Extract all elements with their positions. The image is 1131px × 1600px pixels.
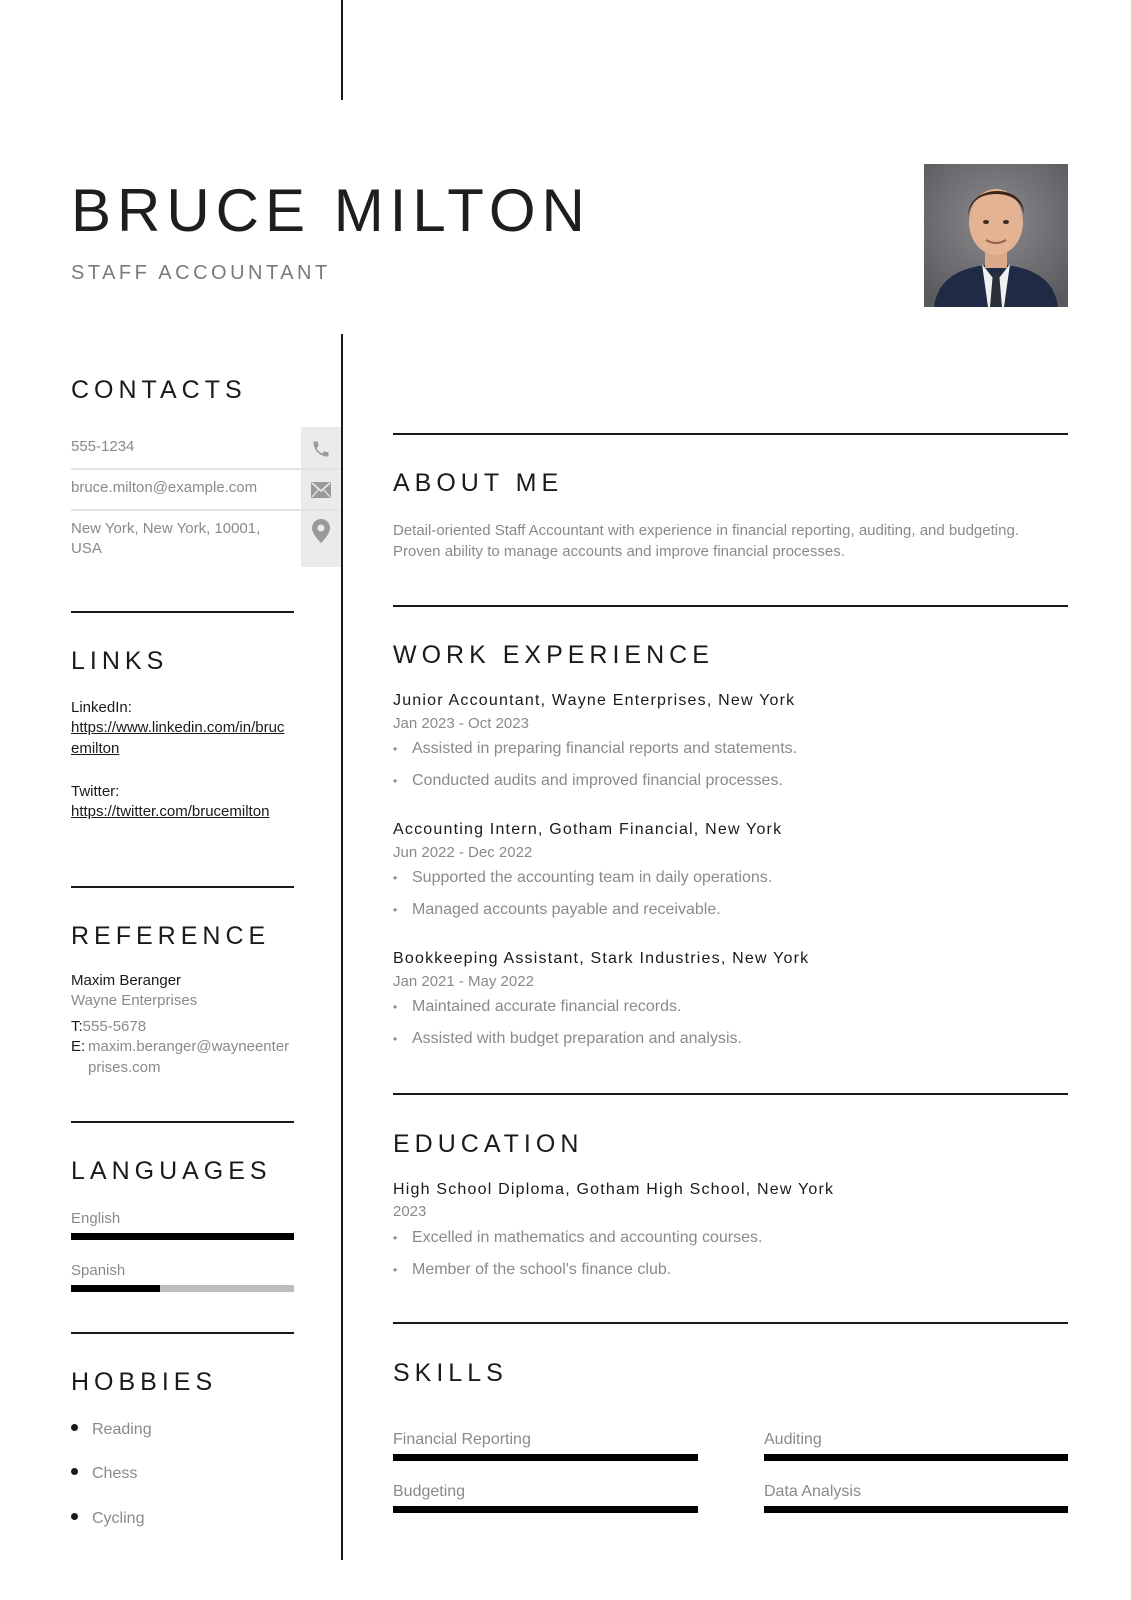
right-section-divider bbox=[393, 605, 1068, 607]
job-bullet bbox=[393, 869, 772, 887]
job-entry-dates: Jun 2022 - Dec 2022 bbox=[393, 844, 533, 861]
language-level-fill bbox=[71, 1285, 160, 1292]
hobbies-heading: HOBBIES bbox=[71, 1368, 218, 1396]
language-name: Spanish bbox=[71, 1262, 126, 1279]
right-section-divider bbox=[393, 1322, 1068, 1324]
skill-level-fill bbox=[764, 1454, 1068, 1461]
column-divider bbox=[341, 334, 343, 1560]
skill-level-bar bbox=[764, 1506, 1068, 1513]
bullet-dot-icon bbox=[71, 1468, 78, 1475]
education-title: High School Diploma, Gotham High School, New York bbox=[393, 1181, 835, 1198]
education-year: 2023 bbox=[393, 1203, 427, 1220]
job-entry-dates: Jan 2021 - May 2022 bbox=[393, 973, 534, 990]
skill-level-bar bbox=[393, 1506, 698, 1513]
bullet-icon: • bbox=[393, 742, 398, 756]
skill-name: Auditing bbox=[764, 1431, 822, 1448]
skill-name: Data Analysis bbox=[764, 1483, 861, 1500]
contact-address-row bbox=[71, 509, 341, 567]
contact-email: bruce.milton@example.com bbox=[71, 479, 258, 496]
right-section-divider bbox=[393, 433, 1068, 435]
hobby-item bbox=[71, 1465, 137, 1483]
education-bullet-text: Member of the school's finance club. bbox=[412, 1261, 672, 1278]
reference-name: Maxim Beranger bbox=[71, 972, 182, 989]
education-bullet bbox=[393, 1229, 762, 1247]
skill-level-fill bbox=[393, 1454, 698, 1461]
job-bullet bbox=[393, 901, 721, 919]
job-entry-title: Accounting Intern, Gotham Financial, New York bbox=[393, 821, 783, 838]
reference-email: maxim.beranger@wayneenterprises.com bbox=[88, 1038, 290, 1076]
job-bullet bbox=[393, 998, 681, 1016]
bullet-dot-icon bbox=[71, 1513, 78, 1520]
education-bullet-text: Excelled in mathematics and accounting courses. bbox=[412, 1229, 763, 1246]
skill-level-fill bbox=[764, 1506, 1068, 1513]
work-heading: WORK EXPERIENCE bbox=[393, 641, 714, 669]
reference-email-line bbox=[71, 1036, 296, 1078]
hobby-label: Cycling bbox=[92, 1510, 145, 1527]
bullet-icon: • bbox=[393, 903, 398, 917]
reference-phone-line bbox=[71, 1016, 146, 1037]
skill-level-bar bbox=[393, 1454, 698, 1461]
about-text: Detail-oriented Staff Accountant with experience in financial reporting, auditing, and budgeting. Proven ability to manage accounts and improve financial processes. bbox=[393, 522, 1019, 560]
job-entry-title: Bookkeeping Assistant, Stark Industries, New York bbox=[393, 950, 810, 967]
bullet-icon: • bbox=[393, 871, 398, 885]
job-bullet-text: Maintained accurate financial records. bbox=[412, 998, 682, 1015]
language-level-fill bbox=[71, 1233, 294, 1240]
left-section-divider bbox=[71, 886, 294, 888]
right-section-divider bbox=[393, 1093, 1068, 1095]
left-section-divider bbox=[71, 1332, 294, 1334]
links-heading: LINKS bbox=[71, 647, 169, 675]
bullet-icon: • bbox=[393, 774, 398, 788]
about-heading: ABOUT ME bbox=[393, 469, 564, 497]
bullet-icon: • bbox=[393, 1263, 398, 1277]
left-section-divider bbox=[71, 1121, 294, 1123]
language-level-bar bbox=[71, 1285, 294, 1292]
profile-photo bbox=[924, 164, 1068, 307]
contact-address: New York, New York, 10001, USA bbox=[71, 520, 261, 557]
hobby-label: Reading bbox=[92, 1421, 152, 1438]
linkedin-link[interactable]: https://www.linkedin.com/in/brucemilton bbox=[71, 719, 285, 757]
hobby-item bbox=[71, 1510, 144, 1528]
job-bullet-text: Conducted audits and improved financial processes. bbox=[412, 772, 783, 789]
candidate-name: BRUCE MILTON bbox=[71, 177, 591, 244]
reference-heading: REFERENCE bbox=[71, 922, 271, 950]
top-divider-line bbox=[341, 0, 343, 100]
education-heading: EDUCATION bbox=[393, 1130, 584, 1158]
job-entry-title: Junior Accountant, Wayne Enterprises, New York bbox=[393, 692, 796, 709]
twitter-link[interactable]: https://twitter.com/brucemilton bbox=[71, 803, 270, 820]
skill-level-bar bbox=[764, 1454, 1068, 1461]
job-bullet bbox=[393, 772, 783, 790]
job-bullet bbox=[393, 1030, 742, 1048]
hobby-item bbox=[71, 1421, 152, 1439]
skill-level-fill bbox=[393, 1506, 698, 1513]
languages-heading: LANGUAGES bbox=[71, 1157, 272, 1185]
job-bullet-text: Supported the accounting team in daily operations. bbox=[412, 869, 773, 886]
job-bullet bbox=[393, 740, 797, 758]
job-bullet-text: Managed accounts payable and receivable. bbox=[412, 901, 721, 918]
hobby-label: Chess bbox=[92, 1465, 138, 1482]
education-bullet bbox=[393, 1261, 671, 1279]
reference-phone: 555-5678 bbox=[82, 1018, 147, 1035]
reference-email-label: E: bbox=[71, 1038, 86, 1055]
contacts-heading: CONTACTS bbox=[71, 376, 247, 404]
skills-heading: SKILLS bbox=[393, 1359, 508, 1387]
job-entry-dates: Jan 2023 - Oct 2023 bbox=[393, 715, 529, 732]
bullet-dot-icon bbox=[71, 1424, 78, 1431]
skill-name: Budgeting bbox=[393, 1483, 466, 1500]
job-bullet-text: Assisted with budget preparation and analysis. bbox=[412, 1030, 742, 1047]
skill-name: Financial Reporting bbox=[393, 1431, 531, 1448]
contact-phone-row bbox=[71, 427, 341, 470]
twitter-label: Twitter: bbox=[71, 783, 120, 800]
job-title: STAFF ACCOUNTANT bbox=[71, 262, 331, 284]
contact-phone: 555-1234 bbox=[71, 438, 135, 455]
language-level-bar bbox=[71, 1233, 294, 1240]
bullet-icon: • bbox=[393, 1032, 398, 1046]
left-section-divider bbox=[71, 611, 294, 613]
linkedin-label: LinkedIn: bbox=[71, 699, 132, 716]
bullet-icon: • bbox=[393, 1000, 398, 1014]
language-name: English bbox=[71, 1210, 121, 1227]
reference-company: Wayne Enterprises bbox=[71, 992, 198, 1009]
contact-email-row bbox=[71, 468, 341, 511]
reference-phone-label: T: bbox=[71, 1018, 83, 1035]
bullet-icon: • bbox=[393, 1231, 398, 1245]
job-bullet-text: Assisted in preparing financial reports and statements. bbox=[412, 740, 798, 757]
